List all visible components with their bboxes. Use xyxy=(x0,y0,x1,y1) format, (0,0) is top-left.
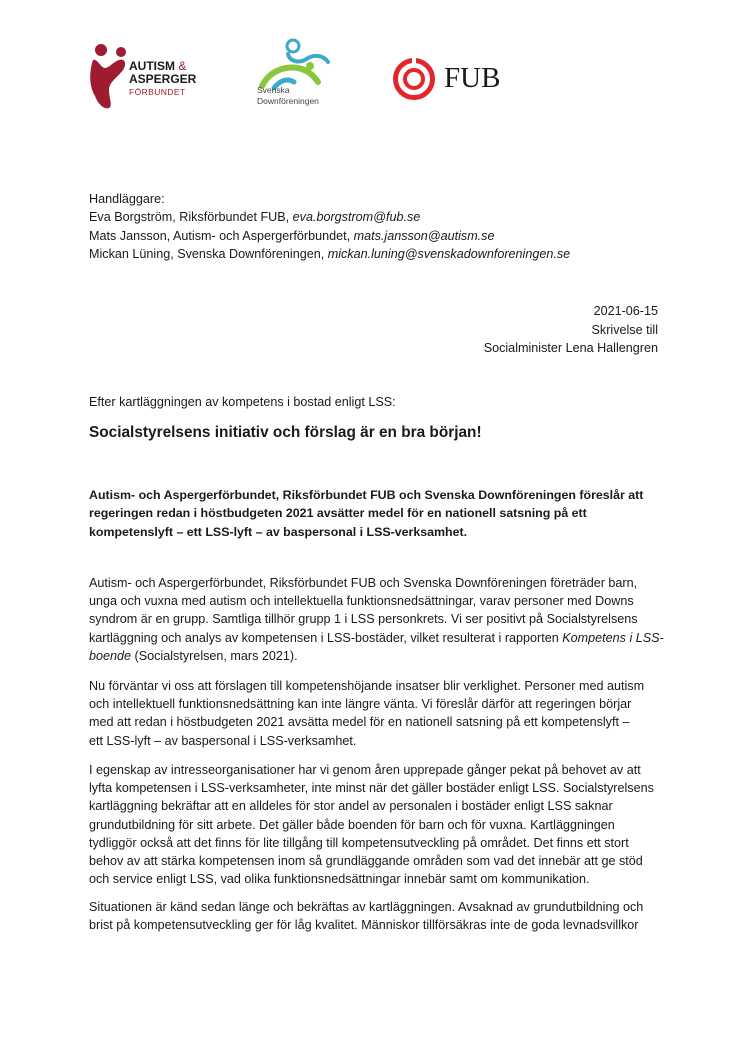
document-recipient: Socialminister Lena Hallengren xyxy=(483,341,658,355)
document-type: Skrivelse till xyxy=(591,322,658,337)
body-paragraph-2 xyxy=(89,677,664,750)
person-name: Eva Borgström, Riksförbundet FUB, xyxy=(89,210,293,225)
autism-figure-icon xyxy=(87,42,133,112)
handlaggare-person xyxy=(89,208,570,226)
handlaggare-person xyxy=(89,245,570,263)
body-paragraph-4 xyxy=(89,898,664,934)
paragraph-line: grundutbildning för sitt arbete. Det gäller både boenden för barn och för vuxna. Kartläggningen xyxy=(89,817,615,832)
report-title: boende xyxy=(89,648,132,663)
paragraph-line: Autism- och Aspergerförbundet, Riksförbundet FUB och Svenska Downföreningen företräder barn, xyxy=(89,576,638,590)
body-paragraph-1 xyxy=(89,574,664,665)
paragraph-line: I egenskap av intresseorganisationer har vi genom åren upprepade gånger pekat på behovet av att xyxy=(89,763,641,777)
autism-logo-line3: FÖRBUNDET xyxy=(129,87,186,97)
intro-line: Efter kartläggningen av kompetens i bostad enligt LSS: xyxy=(89,395,396,409)
paragraph-line: ett LSS-lyft – av baspersonal i LSS-verksamhet. xyxy=(89,733,357,748)
fub-logo-name: FUB xyxy=(444,62,501,94)
report-title: Kompetens i LSS- xyxy=(562,630,664,645)
lead-paragraph xyxy=(89,486,649,541)
paragraph-text: kartläggning och analys av kompetensen i LSS-bostäder, vilket resulterat i rapporten xyxy=(89,630,563,645)
paragraph-line: Situationen är känd sedan länge och bekräftas av kartläggningen. Avsaknad av grundutbildning och xyxy=(89,900,644,914)
autism-logo-amp: & xyxy=(178,59,187,73)
paragraph-line xyxy=(89,647,664,665)
paragraph-line: med att redan i höstbudgeten 2021 avsätta medel för en nationell satsning på ett kompetenslyft – xyxy=(89,715,630,730)
page-title: Socialstyrelsens initiativ och förslag är en bra början! xyxy=(89,424,482,441)
lead-line: kompetenslyft – ett LSS-lyft – av baspersonal i LSS-verksamhet. xyxy=(89,524,468,539)
paragraph-line: brist på kompetensutveckling ger för låg kvalitet. Människor tillförsäkras inte de goda levnadsvillkor xyxy=(89,918,639,933)
paragraph-line: lyfta kompetensen i LSS-verksamheter, inte minst när det gäller bostäder enligt LSS. Socialstyrelsens xyxy=(89,781,654,796)
downs-logo-line2: Downföreningen xyxy=(257,96,319,106)
paragraph-line: kartläggning bekräftar att en alldeles för stor andel av personalen i bostäder enligt LSS saknar xyxy=(89,799,613,814)
person-name: Mats Jansson, Autism- och Aspergerförbundet, xyxy=(89,228,354,243)
paragraph-line: behov av att stärka kompetensen inom så grundläggande områden som vad det innebär att ge stöd xyxy=(89,854,643,869)
body-paragraph-3 xyxy=(89,761,664,888)
lead-line: Autism- och Aspergerförbundet, Riksförbundet FUB och Svenska Downföreningen föreslår att xyxy=(89,488,644,502)
paragraph-line: unga och vuxna med autism och intellektuella funktionsnedsättningar, varav personer med Downs xyxy=(89,594,634,609)
person-email[interactable]: mats.jansson@autism.se xyxy=(353,228,495,243)
document-date: 2021-06-15 xyxy=(593,304,658,318)
paragraph-line: tydliggör också att det finns för lite tillgång till kompetensutveckling på området. Det finns ett stort xyxy=(89,835,629,850)
person-name: Mickan Lüning, Svenska Downföreningen, xyxy=(89,247,328,262)
paragraph-text: (Socialstyrelsen, mars 2021). xyxy=(131,648,298,663)
paragraph-line: Nu förväntar vi oss att förslagen till kompetenshöjande insatser blir verklighet. Personer med autism xyxy=(89,679,645,693)
fub-circle-icon xyxy=(392,57,436,101)
downs-logo-line1: Svenska xyxy=(257,85,290,95)
lead-line: regeringen redan i höstbudgeten 2021 avsätter medel för en nationell satsning på ett xyxy=(89,506,587,521)
handlaggare-label: Handläggare: xyxy=(89,192,165,206)
handlaggare-person xyxy=(89,227,570,245)
person-email[interactable]: eva.borgstrom@fub.se xyxy=(292,210,421,225)
paragraph-line: och service enligt LSS, vad olika funktionsnedsättningar innebär samt om kommunikation. xyxy=(89,872,590,887)
person-email[interactable]: mickan.luning@svenskadownforeningen.se xyxy=(327,247,571,262)
autism-logo-line1: AUTISM xyxy=(129,59,175,73)
paragraph-line: syndrom är en grupp. Samtliga tillhör grupp 1 i LSS personkrets. Vi ser positivt på Socialstyrelsens xyxy=(89,612,638,627)
handlaggare-block xyxy=(89,190,570,264)
paragraph-line xyxy=(89,629,664,647)
autism-logo-line2: ASPERGER xyxy=(129,72,197,86)
paragraph-line: och intellektuell funktionsnedsättning kan inte längre vänta. Vi föreslår därför att regeringen börjar xyxy=(89,697,632,712)
date-recipient-block xyxy=(484,302,658,358)
